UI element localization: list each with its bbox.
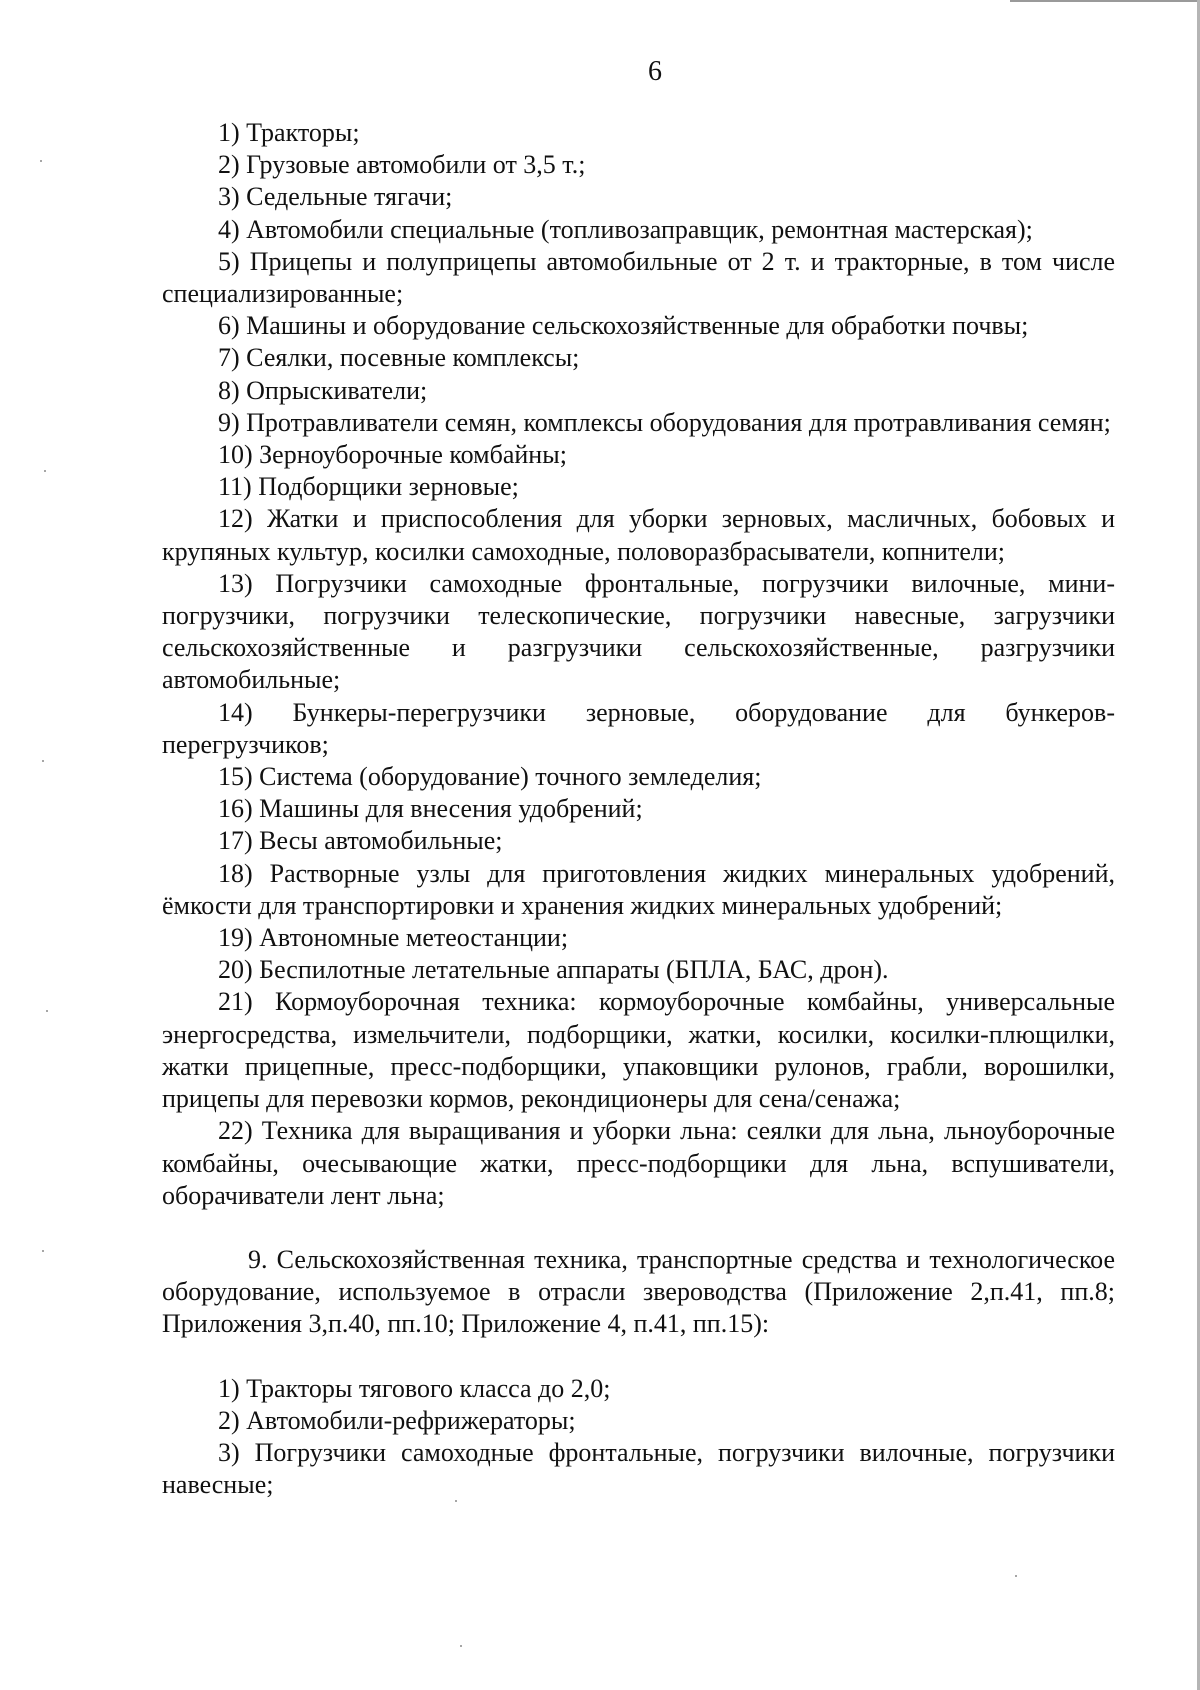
list-item: 15) Система (оборудование) точного земледелия;: [218, 762, 762, 792]
list-item: 22) Техника для выращивания и уборки льна: сеялки для льна, льноуборочные комбайны, очесывающие жатки, пресс-подборщики для льна, вспушиватели, оборачиватели лент льна;: [162, 1116, 1115, 1210]
scan-speck: [42, 1250, 44, 1252]
page-number: 6: [648, 56, 662, 87]
list-item: 4) Автомобили специальные (топливозаправщик, ремонтная мастерская);: [218, 214, 1033, 244]
list-item: 16) Машины для внесения удобрений;: [218, 794, 643, 824]
list-item: 12) Жатки и приспособления для уборки зерновых, масличных, бобовых и крупяных культур, косилки самоходные, половоразбрасыватели, копнители;: [162, 504, 1115, 566]
list-item: 8) Опрыскиватели;: [218, 375, 428, 405]
scan-speck: [46, 1010, 48, 1012]
scan-speck: [42, 760, 44, 762]
list-item: 21) Кормоуборочная техника: кормоуборочные комбайны, универсальные энергосредства, измельчители, подборщики, жатки, косилки, косилки-плющилки, жатки прицепные, пресс-подборщики, упаковщики рулонов, грабли, ворошилки, прицепы для перевозки кормов, рекондиционеры для сена/сенажа;: [162, 987, 1115, 1114]
list-item: 6) Машины и оборудование сельскохозяйственные для обработки почвы;: [218, 311, 1029, 341]
list-item: 11) Подборщики зерновые;: [218, 472, 519, 502]
list-item: 5) Прицепы и полуприцепы автомобильные от 2 т. и тракторные, в том числе специализированные;: [162, 246, 1115, 309]
list-item: 3) Седельные тягачи;: [218, 182, 453, 212]
list-item: 2) Автомобили-рефрижераторы;: [218, 1405, 576, 1435]
list-item: 2) Грузовые автомобили от 3,5 т.;: [218, 150, 586, 180]
list-item: 1) Тракторы;: [218, 118, 360, 147]
list-item: 7) Сеялки, посевные комплексы;: [218, 343, 580, 373]
section-heading-9: 9. Сельскохозяйственная техника, транспортные средства и технологическое оборудование, используемое в отрасли звероводства (Приложение 2,п.41, пп.8; Приложения 3,п.40, пп.10; Приложение 4, п.41, пп.15):: [162, 1244, 1115, 1339]
list-item: 14) Бункеры-перегрузчики зерновые, оборудование для бункеров-перегрузчиков;: [162, 697, 1115, 759]
scan-speck: [460, 1645, 462, 1647]
list-item: 19) Автономные метеостанции;: [218, 923, 569, 953]
list-item: 9) Протравливатели семян, комплексы оборудования для протравливания семян;: [218, 407, 1111, 437]
document-body: [162, 117, 1115, 1501]
scan-speck: [40, 160, 42, 162]
scan-speck: [455, 1500, 457, 1502]
list-item: 17) Весы автомобильные;: [218, 826, 503, 856]
list-item: 3) Погрузчики самоходные фронтальные, погрузчики вилочные, погрузчики навесные;: [162, 1437, 1115, 1500]
list-item: 20) Беспилотные летательные аппараты (БПЛА, БАС, дрон).: [218, 955, 889, 985]
list-item: 13) Погрузчики самоходные фронтальные, погрузчики вилочные, мини-погрузчики, погрузчики телескопические, погрузчики навесные, загрузчики сельскохозяйственные и разгрузчики сельскохозяйственные, разгрузчики автомобильные;: [162, 568, 1115, 695]
scan-border-top: [1010, 0, 1200, 2]
scan-speck: [1015, 1575, 1017, 1577]
list-item: 18) Растворные узлы для приготовления жидких минеральных удобрений, ёмкости для транспортировки и хранения жидких минеральных удобрений;: [162, 858, 1115, 920]
list-item: 1) Тракторы тягового класса до 2,0;: [218, 1373, 611, 1403]
list-item: 10) Зерноуборочные комбайны;: [218, 440, 567, 470]
scan-speck: [44, 470, 46, 472]
